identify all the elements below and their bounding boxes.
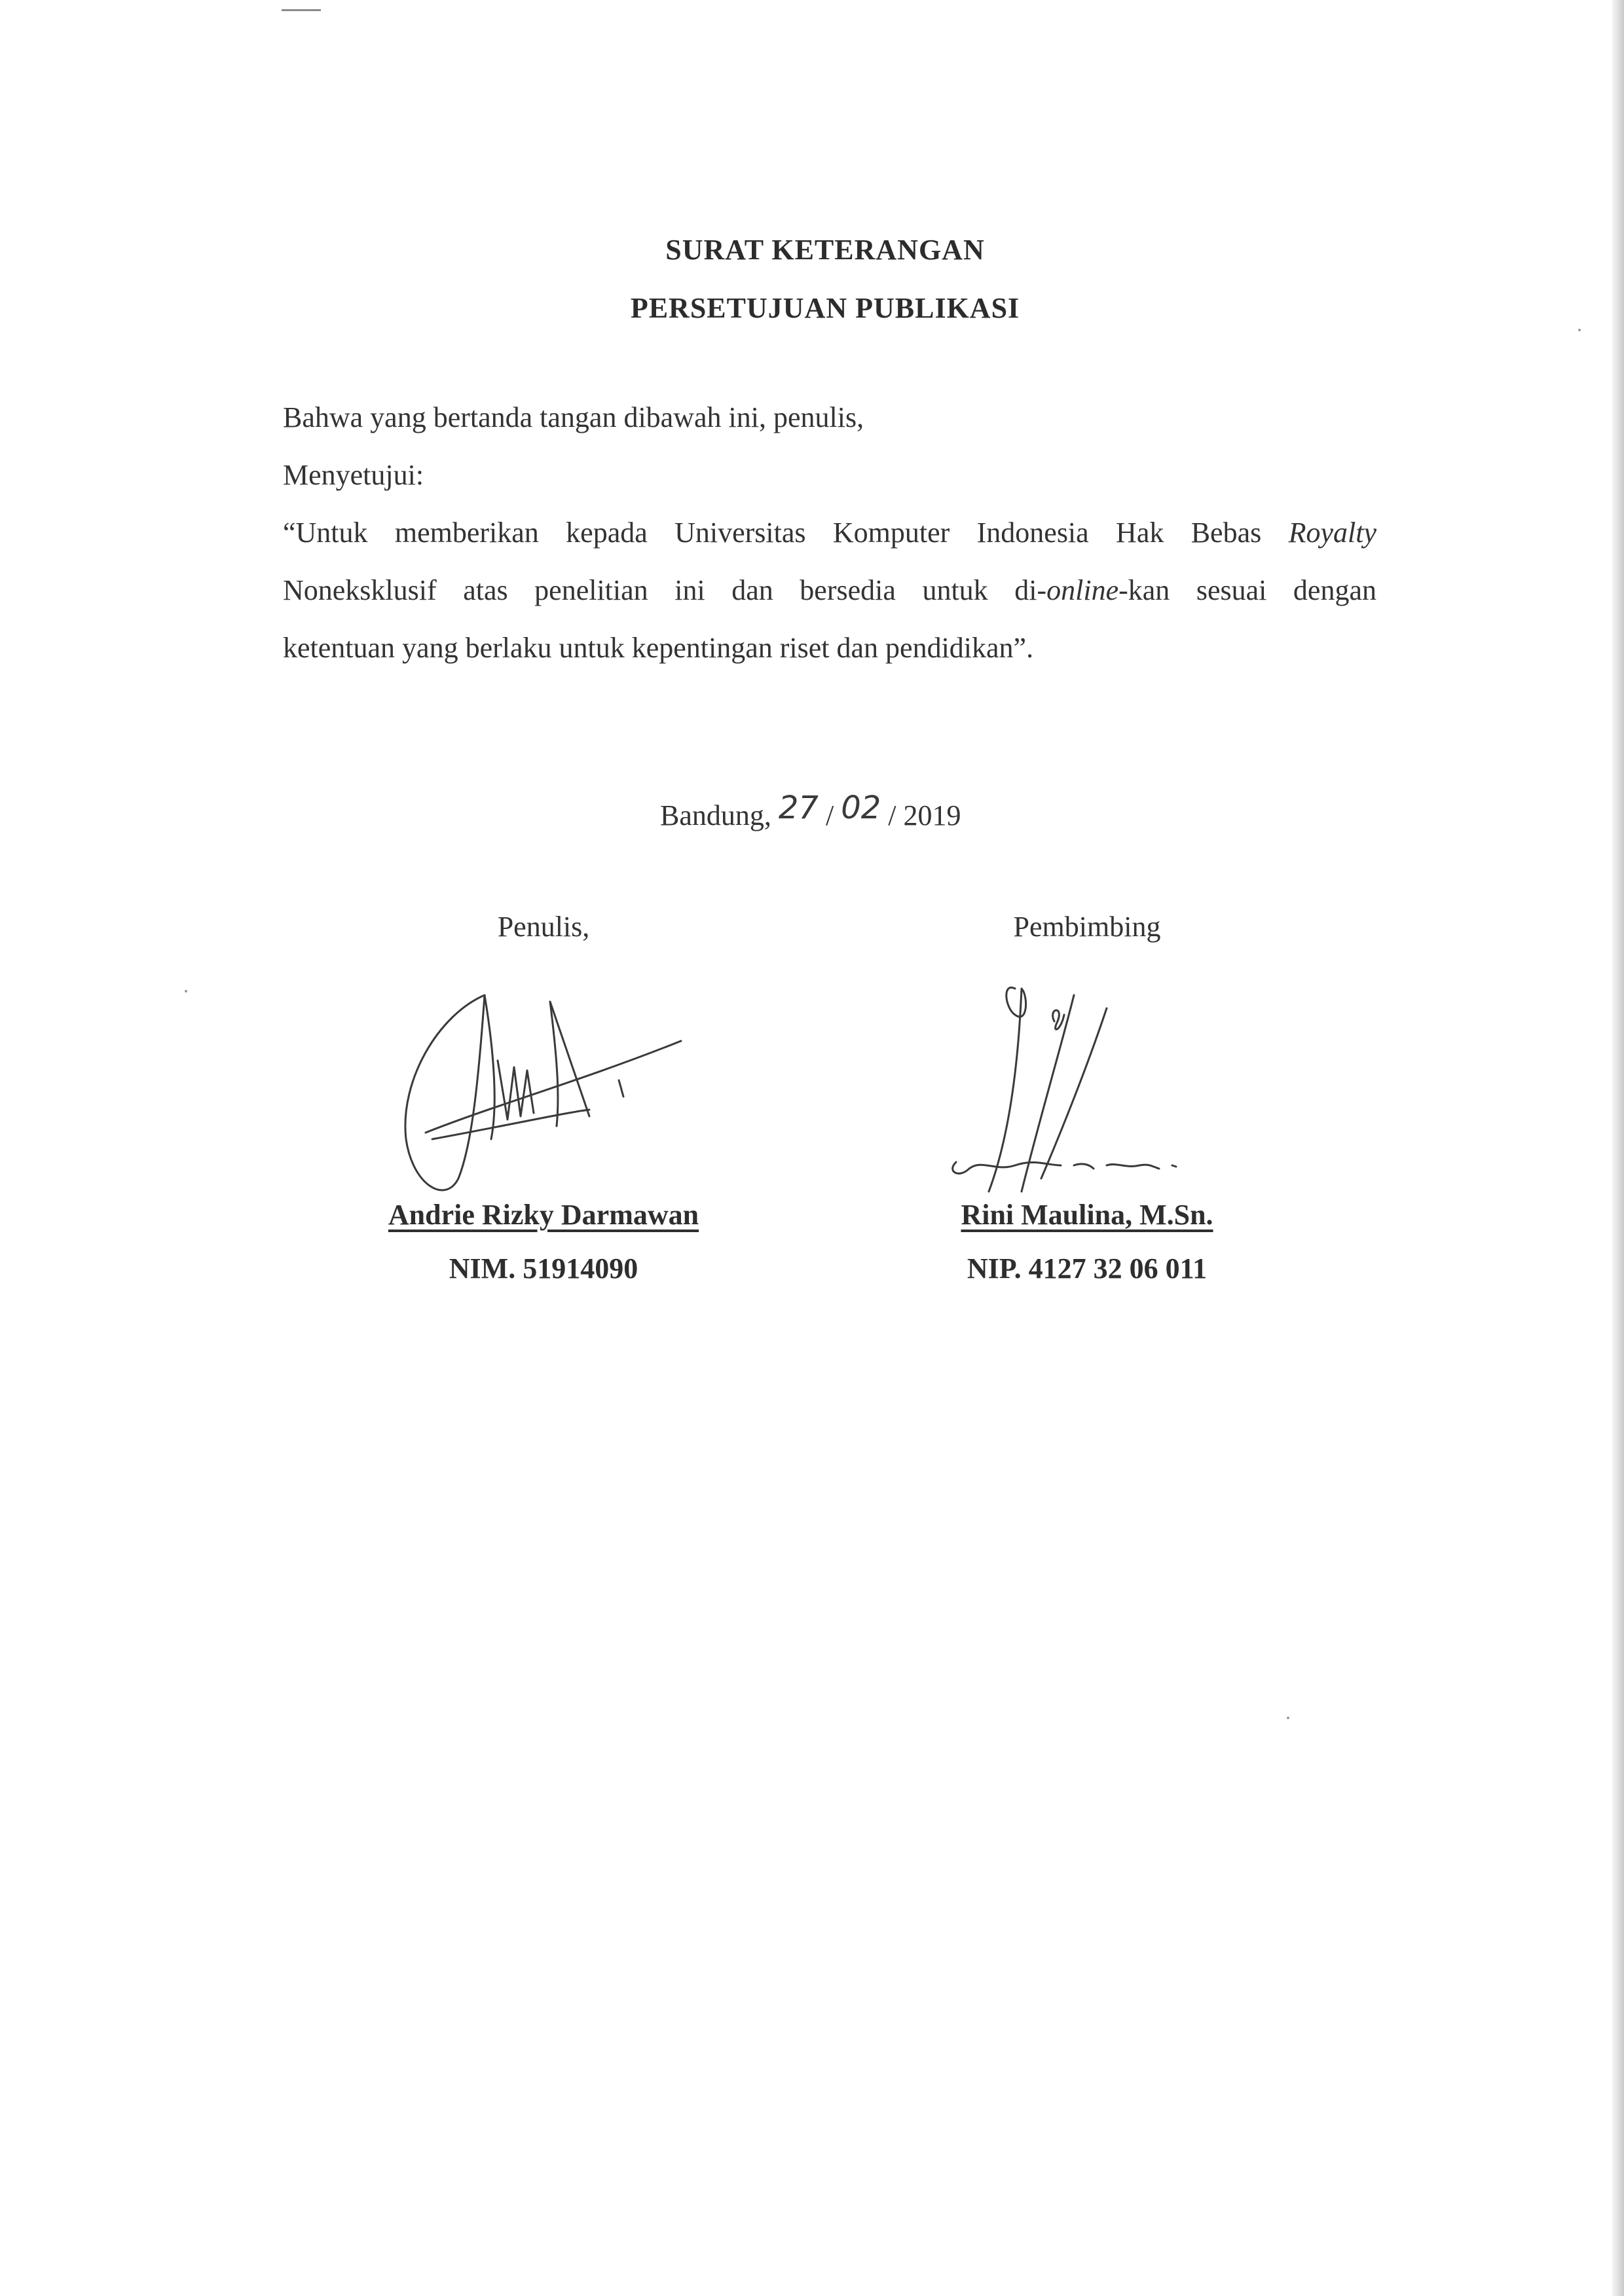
statement-line-2-text-c: -kan sesuai dengan [1118,574,1376,606]
supervisor-role: Pembimbing [1013,911,1161,943]
place: Bandung, [660,799,771,831]
author-name: Andrie Rizky Darmawan [388,1199,699,1231]
intro-text: Bahwa yang bertanda tangan dibawah ini, penulis, [283,401,864,433]
supervisor-name: Rini Maulina, M.Sn. [961,1199,1213,1231]
date-year: 2019 [903,799,961,831]
scan-edge [1612,0,1624,2296]
place-date [660,790,961,833]
document-title: SURAT KETERANGAN [665,234,985,266]
scan-mark [282,9,321,11]
scan-speck [1287,1717,1289,1719]
author-id: NIM. 51914090 [449,1252,638,1285]
statement-royalty: Royalty [1288,517,1376,549]
statement-online: online [1046,574,1119,606]
scan-speck [185,990,187,993]
date-separator: / [881,799,904,831]
supervisor-id: NIP. 4127 32 06 011 [967,1252,1208,1285]
author-role: Penulis, [497,911,590,943]
statement-line-2-text-a: Noneksklusif atas penelitian ini dan bersedia untuk di- [283,574,1047,606]
date-separator: / [818,799,841,831]
agree-label: Menyetujui: [283,459,424,491]
supervisor-signature [943,969,1231,1218]
author-signature [386,975,701,1211]
date-day: 27 [778,790,819,826]
statement-line-3: ketentuan yang berlaku untuk kepentingan riset dan pendidikan”. [283,632,1034,664]
document-subtitle: PERSETUJUAN PUBLIKASI [630,292,1020,324]
date-month: 02 [841,790,881,826]
statement-line-1-text: “Untuk memberikan kepada Universitas Komputer Indonesia Hak Bebas [283,517,1289,549]
statement-line-2 [283,574,1376,607]
scan-speck [1578,329,1581,331]
statement-line-1 [283,516,1376,549]
